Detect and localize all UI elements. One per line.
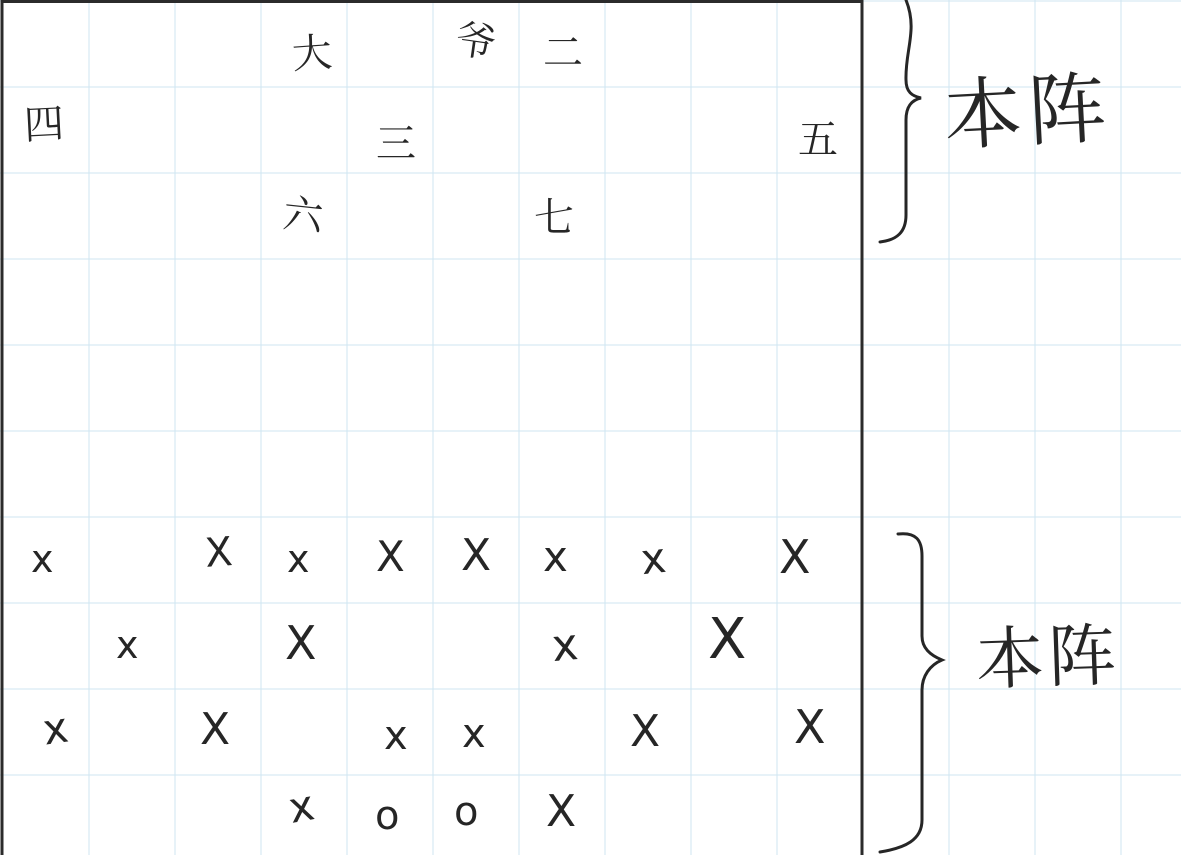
char-er: 二: [543, 30, 583, 76]
formation-mark: o: [375, 793, 400, 839]
formation-mark: X: [461, 530, 492, 581]
formation-mark: x: [384, 713, 408, 759]
formation-mark: X: [200, 704, 231, 755]
formation-mark: X: [376, 532, 405, 581]
formation-mark: x: [39, 702, 72, 755]
formation-mark: x: [638, 532, 669, 585]
board-border: [2, 2, 862, 855]
formation-mark: X: [779, 530, 811, 584]
bottom-brace: [880, 534, 942, 852]
char-qi: 七: [534, 195, 574, 241]
formation-mark: x: [462, 711, 486, 757]
formation-mark: X: [203, 529, 234, 577]
formation-mark: X: [708, 607, 747, 672]
top-brace: [880, 0, 921, 242]
char-ye: 爷: [452, 16, 500, 68]
formation-mark: x: [284, 780, 318, 833]
top-side-label: 本阵: [941, 63, 1115, 163]
formation-mark: X: [630, 706, 661, 757]
formation-mark: x: [116, 623, 139, 667]
formation-mark: x: [549, 618, 581, 673]
formation-mark: o: [454, 789, 479, 835]
char-da: 大: [290, 29, 334, 79]
char-wu: 五: [798, 117, 838, 163]
formation-mark: x: [31, 537, 54, 581]
bottom-side-label: 本阵: [974, 616, 1122, 701]
char-liu: 六: [280, 191, 326, 241]
formation-mark: x: [543, 532, 568, 581]
formation-mark: X: [794, 700, 826, 754]
formation-mark: x: [287, 537, 310, 581]
formation-mark: X: [285, 616, 317, 670]
formation-mark: X: [546, 786, 577, 837]
char-si: 四: [22, 100, 66, 150]
char-san: 三: [376, 121, 416, 167]
